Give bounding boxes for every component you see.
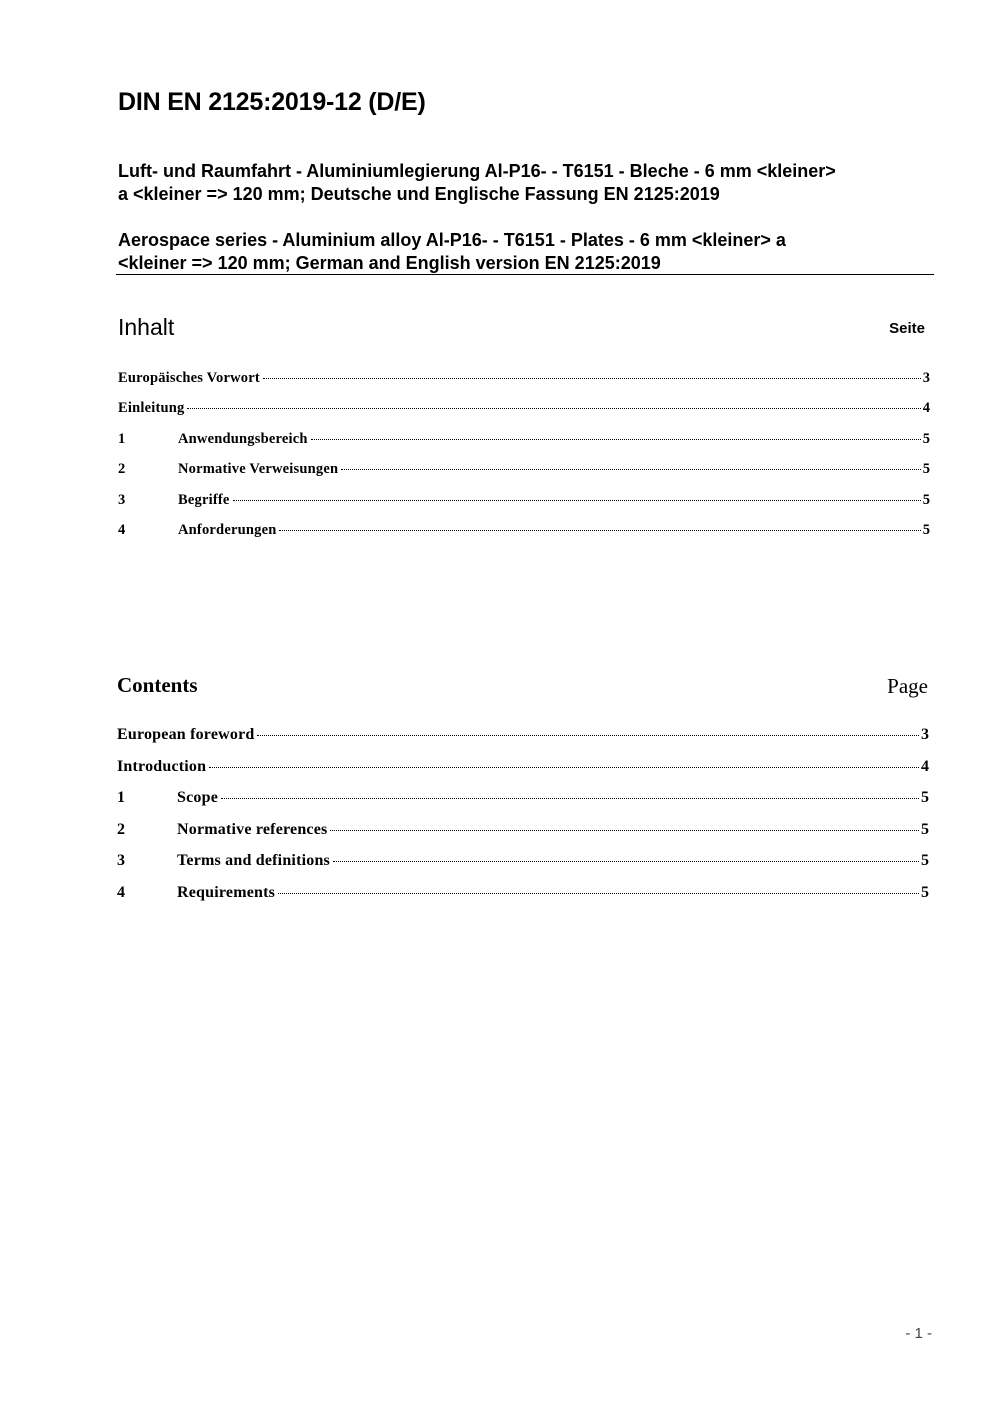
toc-entry-number: 2 xyxy=(118,461,126,478)
toc-entry-de[interactable] xyxy=(118,492,930,522)
toc-entry-label: Requirements xyxy=(177,883,276,901)
toc-entry-number: 1 xyxy=(118,430,126,447)
toc-dot-leader xyxy=(221,798,919,799)
toc-entry-label: Anforderungen xyxy=(178,521,277,538)
toc-entry-number: 3 xyxy=(117,852,125,869)
toc-entry-page: 5 xyxy=(921,883,929,901)
toc-dot-leader xyxy=(278,893,919,894)
title-german-line-2: a <kleiner => 120 mm; Deutsche und Englische Fassung EN 2125:2019 xyxy=(118,184,720,204)
page-number: - 1 - xyxy=(905,1325,932,1342)
toc-entry-en[interactable] xyxy=(117,758,929,790)
toc-dot-leader xyxy=(257,735,919,736)
toc-dot-leader xyxy=(333,861,919,862)
toc-entry-label: Scope xyxy=(177,789,218,806)
toc-entry-page: 3 xyxy=(921,726,929,743)
toc-heading-inhalt: Inhalt xyxy=(118,314,175,340)
toc-entry-en[interactable] xyxy=(117,852,929,884)
toc-entry-page: 4 xyxy=(921,757,929,775)
toc-entry-label: Einleitung xyxy=(118,400,185,417)
toc-page-label-seite: Seite xyxy=(889,320,925,337)
toc-entry-label: Europäisches Vorwort xyxy=(118,370,260,386)
toc-entry-label: Normative references xyxy=(177,820,328,838)
toc-entry-page: 3 xyxy=(922,370,930,386)
toc-entry-page: 5 xyxy=(922,491,930,508)
title-divider xyxy=(116,274,934,275)
toc-entry-de[interactable] xyxy=(118,522,930,552)
toc-entry-page: 4 xyxy=(922,400,930,417)
toc-entry-page: 5 xyxy=(921,852,929,869)
toc-entry-label: European foreword xyxy=(117,726,255,743)
toc-entry-page: 5 xyxy=(922,521,930,538)
toc-entry-en[interactable] xyxy=(117,789,929,821)
toc-entry-number: 3 xyxy=(118,491,126,508)
toc-page-label-page: Page xyxy=(887,674,928,698)
toc-entry-page: 5 xyxy=(921,789,929,806)
toc-entry-en[interactable] xyxy=(117,726,929,758)
toc-entry-label: Terms and definitions xyxy=(177,852,330,869)
toc-entry-label: Introduction xyxy=(117,757,207,775)
toc-entry-de[interactable] xyxy=(118,400,930,430)
toc-dot-leader xyxy=(311,439,921,440)
toc-list-german xyxy=(118,370,930,552)
toc-dot-leader xyxy=(341,469,920,470)
toc-heading-contents: Contents xyxy=(117,673,198,697)
toc-list-english xyxy=(117,726,929,915)
toc-entry-page: 5 xyxy=(921,820,929,838)
toc-entry-label: Anwendungsbereich xyxy=(178,430,308,447)
document-id: DIN EN 2125:2019-12 (D/E) xyxy=(118,88,426,116)
toc-entry-page: 5 xyxy=(922,430,930,447)
title-english-line-2: <kleiner => 120 mm; German and English version EN 2125:2019 xyxy=(118,253,661,273)
toc-entry-de[interactable] xyxy=(118,461,930,491)
toc-entry-de[interactable] xyxy=(118,431,930,461)
title-german-line-1: Luft- und Raumfahrt - Aluminiumlegierung Al-P16- - T6151 - Bleche - 6 mm <kleiner> xyxy=(118,161,836,181)
toc-entry-number: 1 xyxy=(117,789,125,806)
toc-dot-leader xyxy=(263,378,921,379)
toc-entry-label: Begriffe xyxy=(178,491,230,508)
toc-entry-de[interactable] xyxy=(118,370,930,400)
toc-dot-leader xyxy=(330,830,919,831)
toc-entry-en[interactable] xyxy=(117,821,929,853)
toc-dot-leader xyxy=(233,500,921,501)
toc-entry-label: Normative Verweisungen xyxy=(178,461,339,478)
toc-dot-leader xyxy=(279,530,920,531)
toc-entry-number: 2 xyxy=(117,820,125,838)
title-english-line-1: Aerospace series - Aluminium alloy Al-P16- - T6151 - Plates - 6 mm <kleiner> a xyxy=(118,230,786,250)
toc-entry-number: 4 xyxy=(117,883,125,901)
toc-entry-number: 4 xyxy=(118,521,126,538)
title-german xyxy=(118,160,933,206)
title-english xyxy=(118,229,933,275)
toc-entry-en[interactable] xyxy=(117,884,929,916)
toc-dot-leader xyxy=(209,767,919,768)
toc-entry-page: 5 xyxy=(922,461,930,478)
toc-dot-leader xyxy=(187,408,920,409)
